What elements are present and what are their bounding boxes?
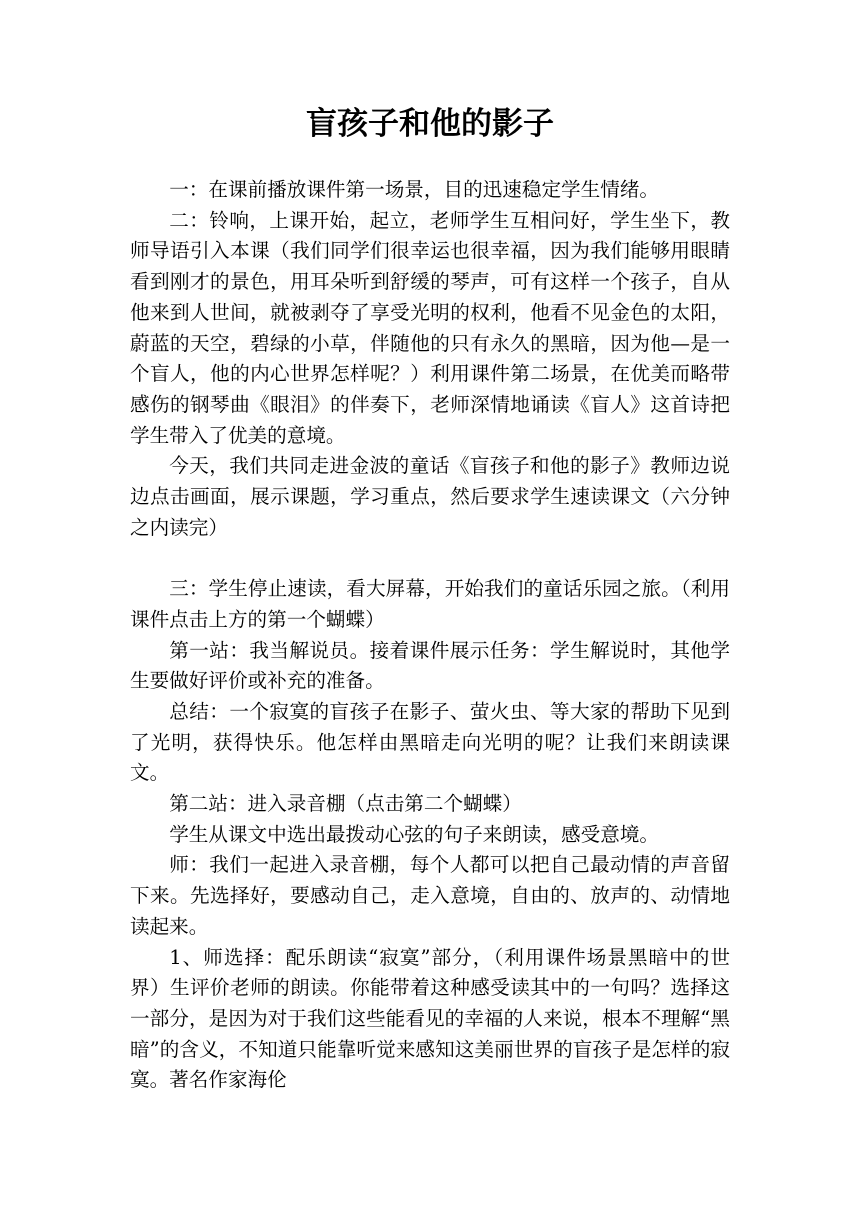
paragraph-gap: [130, 543, 730, 574]
document-title: 盲孩子和他的影子: [306, 106, 554, 142]
paragraph: 学生从课文中选出最拨动心弦的句子来朗读，感受意境。: [169, 822, 660, 846]
paragraph: 二：铃响，上课开始，起立，老师学生互相问好，学生坐下，教师导语引入本课（我们同学们很幸运也很幸福，因为我们能够用眼睛看到刚才的景色，用耳朵听到舒缓的琴声，可有这样一个孩子，自从他来到人世间，就被剥夺了享受光明的权利，他看不见金色的太阳，蔚蓝的天空，碧绿的小草，伴随他的只有永久的黑暗，因为他—是一个盲人，他的内心世界怎样呢？）利用课件第二场景，在优美而略带感伤的钢琴曲《眼泪》的伴奏下，老师深情地诵读《盲人》这首诗把学生带入了优美的意境。: [130, 208, 730, 447]
paragraph: 第二站：进入录音棚（点击第二个蝴蝶）: [169, 792, 522, 816]
document-body: [130, 175, 730, 1096]
paragraph: 一：在课前播放课件第一场景，目的迅速稳定学生情绪。: [169, 178, 660, 201]
paragraph: 总结：一个寂寞的盲孩子在影子、萤火虫、等大家的帮助下见到了光明，获得快乐。他怎样由黑暗走向光明的呢？让我们来朗读课文。: [130, 699, 730, 785]
paragraph: 今天，我们共同走进金波的童话《盲孩子和他的影子》教师边说边点击画面，展示课题，学习重点，然后要求学生速读课文（六分钟之内读完）: [130, 454, 730, 539]
paragraph: 1、师选择：配乐朗读“寂寞”部分，（利用课件场景黑暗中的世界）生评价老师的朗读。你能带着这种感受读其中的一句吗？选择这一部分，是因为对于我们这些能看见的幸福的人来说，根本不理解“黑暗”的含义，不知道只能靠听觉来感知这美丽世界的盲孩子是怎样的寂寞。著名作家海伦: [130, 945, 730, 1092]
paragraph: 三：学生停止速读，看大屏幕，开始我们的童话乐园之旅。（利用课件点击上方的第一个蝴蝶）: [130, 577, 730, 631]
paragraph: 师：我们一起进入录音棚，每个人都可以把自己最动情的声音留下来。先选择好，要感动自己，走入意境，自由的、放声的、动情地读起来。: [130, 853, 730, 938]
paragraph: 第一站：我当解说员。接着课件展示任务：学生解说时，其他学生要做好评价或补充的准备。: [130, 638, 730, 693]
